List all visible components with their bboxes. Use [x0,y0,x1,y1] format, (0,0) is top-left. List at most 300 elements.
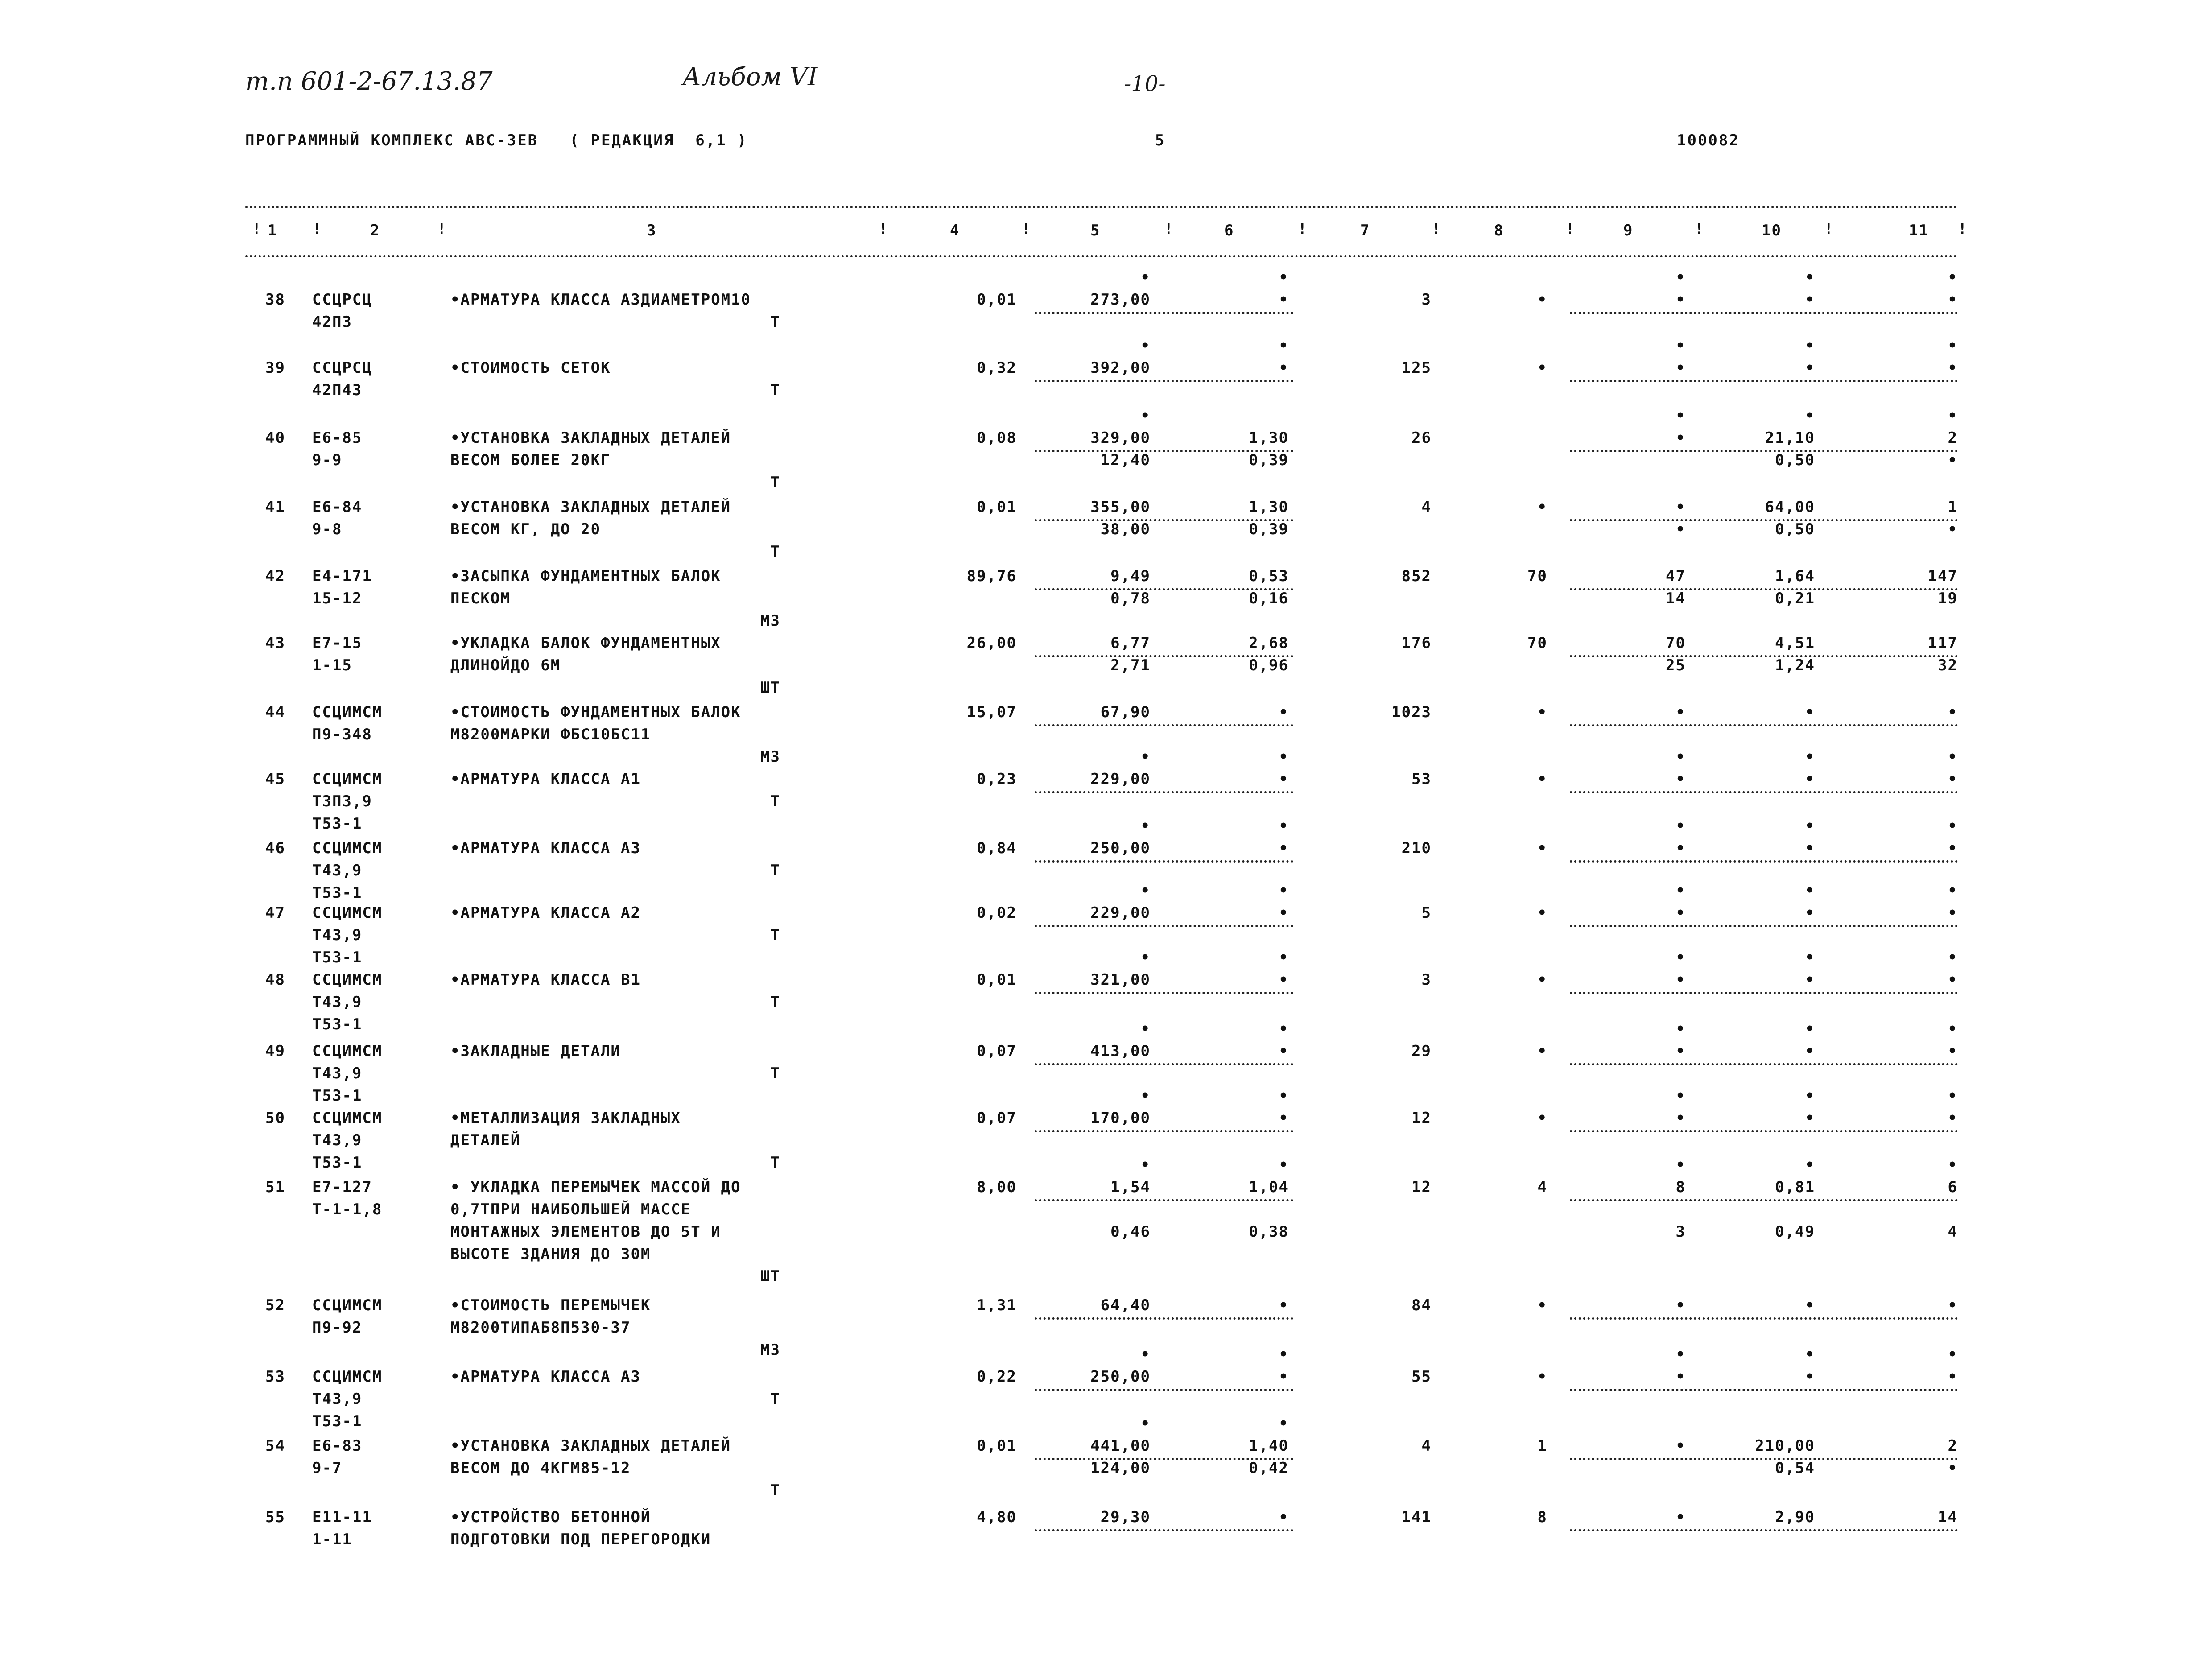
value-col-11: • [1948,817,1958,835]
unit-cost: 273,00 [1090,291,1151,309]
value-col-9: • [1676,1042,1686,1060]
value-col-11: 4 [1948,1223,1958,1241]
unit-cost: 321,00 [1090,971,1151,989]
unit-cost: 12,40 [1100,451,1151,469]
quantity: 0,02 [977,904,1017,922]
wage-value: • [1537,1042,1548,1060]
quantity: 0,84 [977,839,1017,857]
row-number: 53 [265,1368,285,1386]
row-number: 40 [265,429,285,447]
document-code: т.п 601-2-67.13.87 [245,67,493,96]
value-col-10: 1,64 [1775,567,1815,585]
column-separator: ! [1958,220,1967,238]
quantity: 0,08 [977,429,1017,447]
value-col-11: • [1948,1345,1958,1363]
column-header-10: 10 [1762,222,1782,239]
value-rule [1035,1317,1293,1320]
value-col-11: 2 [1948,429,1958,447]
value-col-10: 4,51 [1775,634,1815,652]
unit-of-measure: Т [770,1482,780,1499]
work-description: ПЕСКОМ [450,590,511,607]
resource-code: Т-1-1,8 [312,1201,383,1218]
value-col-9: • [1676,407,1686,425]
value-col-11: 6 [1948,1178,1958,1196]
labor-cost: 1,30 [1249,429,1289,447]
labor-cost: • [1279,1345,1289,1363]
resource-code: 15-12 [312,590,363,607]
work-description: ВЕСОМ БОЛЕЕ 20КГ [450,451,611,469]
resource-code: Т43,9 [312,926,363,944]
resource-code: ССЦРСЦ [312,359,372,377]
value-col-11: • [1948,1087,1958,1105]
unit-cost: • [1140,1156,1151,1174]
value-col-9: • [1676,1345,1686,1363]
value-col-10: • [1805,268,1815,286]
labor-cost: 0,53 [1249,567,1289,585]
labor-cost: • [1279,1109,1289,1127]
column-separator: ! [1432,220,1441,238]
work-description: ВЕСОМ ДО 4КГМ85-12 [450,1459,631,1477]
column-header-4: 4 [950,222,960,239]
resource-code: ССЦИМСМ [312,1109,383,1127]
unit-cost: 124,00 [1090,1459,1151,1477]
work-description: •АРМАТУРА КЛАССА А1 [450,770,641,788]
value-rule [1035,925,1293,927]
value-col-11: • [1948,1042,1958,1060]
row-number: 45 [265,770,285,788]
value-col-9: 25 [1666,656,1686,674]
value-col-11: 2 [1948,1437,1958,1455]
row-number: 49 [265,1042,285,1060]
row-number: 54 [265,1437,285,1455]
unit-cost: • [1140,1415,1151,1432]
total-cost: 3 [1421,971,1432,989]
resource-code: Е11-11 [312,1508,372,1526]
unit-cost: 38,00 [1100,520,1151,538]
wage-value: 4 [1537,1178,1548,1196]
labor-cost: • [1279,1156,1289,1174]
work-description: •АРМАТУРА КЛАССА АЗДИАМЕТРОМ10 [450,291,751,309]
unit-of-measure: Т [770,1390,780,1408]
total-cost: 12 [1411,1109,1432,1127]
album-label: Альбом VI [682,62,818,91]
unit-cost: • [1140,949,1151,966]
value-col-11: • [1948,268,1958,286]
total-cost: 29 [1411,1042,1432,1060]
unit-cost: • [1140,817,1151,835]
resource-code: Т53-1 [312,1015,363,1033]
value-col-9: 14 [1666,590,1686,607]
column-header-2: 2 [370,222,380,239]
work-description: •СТОИМОСТЬ ПЕРЕМЫЧЕК [450,1296,651,1314]
value-col-11: 147 [1927,567,1958,585]
row-number: 48 [265,971,285,989]
value-col-9: 3 [1676,1223,1686,1241]
value-rule [1570,1458,1958,1460]
value-col-11: • [1948,1296,1958,1314]
wage-value: • [1537,971,1548,989]
unit-cost: 67,90 [1100,703,1151,721]
work-description: •УСТРОЙСТВО БЕТОННОЙ [450,1508,651,1526]
value-col-10: • [1805,882,1815,900]
column-separator: ! [1824,220,1833,238]
labor-cost: 0,96 [1249,656,1289,674]
unit-cost: 29,30 [1100,1508,1151,1526]
value-col-9: 70 [1666,634,1686,652]
value-rule [1035,655,1293,657]
unit-cost: 329,00 [1090,429,1151,447]
value-col-9: • [1676,770,1686,788]
quantity: 0,07 [977,1042,1017,1060]
quantity: 89,76 [966,567,1017,585]
unit-cost: 0,46 [1110,1223,1151,1241]
program-title: ПРОГРАММНЫЙ КОМПЛЕКС АВС-ЗЕВ ( РЕДАКЦИЯ 6,1 ) [245,132,748,149]
labor-cost: • [1279,748,1289,766]
row-number: 43 [265,634,285,652]
resource-code: Т43,9 [312,862,363,879]
total-cost: 4 [1421,1437,1432,1455]
labor-cost: • [1279,1020,1289,1038]
labor-cost: • [1279,359,1289,377]
value-col-10: • [1805,703,1815,721]
total-cost: 4 [1421,498,1432,516]
value-rule [1570,588,1958,590]
value-col-9: • [1676,971,1686,989]
value-col-10: • [1805,1042,1815,1060]
unit-cost: 413,00 [1090,1042,1151,1060]
row-number: 50 [265,1109,285,1127]
value-col-10: 0,50 [1775,451,1815,469]
value-rule [1570,312,1958,314]
value-rule [1570,1389,1958,1391]
value-col-9: • [1676,1508,1686,1526]
labor-cost: • [1279,1296,1289,1314]
value-col-9: • [1676,748,1686,766]
labor-cost: • [1279,882,1289,900]
resource-code: ССЦИМСМ [312,971,383,989]
labor-cost: • [1279,291,1289,309]
quantity: 0,01 [977,498,1017,516]
column-header-5: 5 [1090,222,1101,239]
column-header-6: 6 [1224,222,1234,239]
unit-of-measure: Т [770,862,780,879]
value-rule [1570,860,1958,863]
value-rule [1570,1199,1958,1201]
value-rule [1570,1317,1958,1320]
value-col-10: 0,54 [1775,1459,1815,1477]
value-col-9: • [1676,1296,1686,1314]
resource-code: Т43,9 [312,1131,363,1149]
value-col-9: • [1676,1020,1686,1038]
value-col-9: • [1676,882,1686,900]
unit-cost: 229,00 [1090,770,1151,788]
wage-value: 1 [1537,1437,1548,1455]
value-col-9: • [1676,359,1686,377]
labor-cost: 0,38 [1249,1223,1289,1241]
resource-code: ССЦИМСМ [312,1042,383,1060]
resource-code: Т53-1 [312,1087,363,1105]
unit-cost: 441,00 [1090,1437,1151,1455]
row-number: 38 [265,291,285,309]
resource-code: 42П43 [312,381,363,399]
unit-of-measure: Т [770,1065,780,1082]
resource-code: 1-15 [312,656,352,674]
wage-value: • [1537,904,1548,922]
unit-cost: 392,00 [1090,359,1151,377]
value-col-11: • [1948,337,1958,355]
wage-value: • [1537,1109,1548,1127]
quantity: 0,01 [977,971,1017,989]
unit-cost: • [1140,748,1151,766]
resource-code: Т43,9 [312,993,363,1011]
resource-code: Е6-83 [312,1437,363,1455]
value-col-10: • [1805,407,1815,425]
labor-cost: • [1279,1042,1289,1060]
total-cost: 12 [1411,1178,1432,1196]
wage-value: 8 [1537,1508,1548,1526]
resource-code: 1-11 [312,1531,352,1548]
value-col-9: • [1676,949,1686,966]
value-col-10: 64,00 [1765,498,1815,516]
value-col-9: • [1676,1368,1686,1386]
resource-code: ССЦИМСМ [312,839,383,857]
value-col-10: • [1805,817,1815,835]
resource-code: П9-348 [312,726,372,743]
work-description: •АРМАТУРА КЛАССА А2 [450,904,641,922]
value-rule [1035,860,1293,863]
labor-cost: 1,04 [1249,1178,1289,1196]
value-rule [1035,791,1293,793]
value-col-9: • [1676,703,1686,721]
unit-of-measure: Т [770,1154,780,1172]
value-col-11: • [1948,1020,1958,1038]
labor-cost: 0,39 [1249,520,1289,538]
column-header-3: 3 [647,222,657,239]
quantity: 26,00 [966,634,1017,652]
column-separator: ! [1164,220,1173,238]
value-col-11: • [1948,359,1958,377]
work-description: •АРМАТУРА КЛАССА А3 [450,1368,641,1386]
value-col-9: • [1676,520,1686,538]
unit-cost: • [1140,1345,1151,1363]
work-description: •УСТАНОВКА ЗАКЛАДНЫХ ДЕТАЛЕЙ [450,498,731,516]
header-top-rule [245,206,1958,208]
value-rule [1570,925,1958,927]
unit-of-measure: Т [770,313,780,331]
total-cost: 55 [1411,1368,1432,1386]
resource-code: Т3П3,9 [312,792,372,810]
resource-code: ССЦРСЦ [312,291,372,309]
value-rule [1570,450,1958,452]
value-col-10: • [1805,904,1815,922]
wage-value: 70 [1527,567,1548,585]
resource-code: 9-7 [312,1459,343,1477]
unit-cost: • [1140,1087,1151,1105]
work-description: •ЗАСЫПКА ФУНДАМЕНТНЫХ БАЛОК [450,567,721,585]
value-col-10: • [1805,359,1815,377]
row-number: 47 [265,904,285,922]
quantity: 0,01 [977,291,1017,309]
unit-of-measure: М3 [760,612,780,630]
labor-cost: 0,16 [1249,590,1289,607]
row-number: 51 [265,1178,285,1196]
wage-value: • [1537,498,1548,516]
value-col-9: • [1676,904,1686,922]
wage-value: • [1537,770,1548,788]
labor-cost: 0,39 [1249,451,1289,469]
column-separator: ! [312,220,322,238]
value-col-9: 47 [1666,567,1686,585]
unit-cost: 250,00 [1090,839,1151,857]
quantity: 0,23 [977,770,1017,788]
resource-code: ССЦИМСМ [312,1368,383,1386]
resource-code: 9-8 [312,520,343,538]
labor-cost: • [1279,703,1289,721]
unit-cost: • [1140,337,1151,355]
value-col-11: 117 [1927,634,1958,652]
value-col-10: 2,90 [1775,1508,1815,1526]
column-separator: ! [252,220,261,238]
total-cost: 852 [1401,567,1432,585]
value-col-11: • [1948,407,1958,425]
unit-cost: 250,00 [1090,1368,1151,1386]
row-number: 44 [265,703,285,721]
unit-of-measure: ШТ [760,1267,780,1285]
value-col-10: 1,24 [1775,656,1815,674]
value-col-10: 0,21 [1775,590,1815,607]
resource-code: Т53-1 [312,884,363,902]
labor-cost: • [1279,839,1289,857]
total-cost: 176 [1401,634,1432,652]
work-description: ПОДГОТОВКИ ПОД ПЕРЕГОРОДКИ [450,1531,711,1548]
value-col-11: • [1948,451,1958,469]
row-number: 52 [265,1296,285,1314]
value-rule [1570,519,1958,521]
unit-of-measure: Т [770,792,780,810]
value-col-10: 0,49 [1775,1223,1815,1241]
unit-cost: • [1140,1020,1151,1038]
column-header-7: 7 [1360,222,1370,239]
unit-cost: 1,54 [1110,1178,1151,1196]
value-col-10: • [1805,839,1815,857]
unit-cost: 229,00 [1090,904,1151,922]
header-bottom-rule [245,255,1958,257]
labor-cost: • [1279,1508,1289,1526]
value-col-10: • [1805,1156,1815,1174]
total-cost: 125 [1401,359,1432,377]
value-col-11: • [1948,904,1958,922]
value-rule [1035,588,1293,590]
value-rule [1035,1389,1293,1391]
value-col-10: • [1805,1296,1815,1314]
value-col-11: • [1948,770,1958,788]
row-number: 39 [265,359,285,377]
value-col-9: 8 [1676,1178,1686,1196]
value-col-9: • [1676,1109,1686,1127]
column-separator: ! [437,220,446,238]
value-rule [1035,1063,1293,1065]
quantity: 1,31 [977,1296,1017,1314]
work-description: •СТОИМОСТЬ СЕТОК [450,359,611,377]
value-rule [1570,655,1958,657]
work-description: •МЕТАЛЛИЗАЦИЯ ЗАКЛАДНЫХ [450,1109,681,1127]
value-col-11: • [1948,1368,1958,1386]
value-col-11: • [1948,703,1958,721]
labor-cost: • [1279,1368,1289,1386]
value-col-10: • [1805,1345,1815,1363]
total-cost: 3 [1421,291,1432,309]
labor-cost: • [1279,817,1289,835]
work-description: 0,7ТПРИ НАИБОЛЬШЕЙ МАССЕ [450,1201,691,1218]
unit-of-measure: Т [770,381,780,399]
value-rule [1570,380,1958,382]
work-description: •УКЛАДКА БАЛОК ФУНДАМЕНТНЫХ [450,634,721,652]
column-header-8: 8 [1494,222,1504,239]
value-col-10: • [1805,291,1815,309]
value-col-9: • [1676,337,1686,355]
value-rule [1035,1130,1293,1132]
unit-of-measure: Т [770,926,780,944]
value-rule [1035,312,1293,314]
labor-cost: • [1279,949,1289,966]
value-col-9: • [1676,1437,1686,1455]
value-rule [1035,992,1293,994]
unit-of-measure: М3 [760,748,780,766]
unit-cost: 2,71 [1110,656,1151,674]
unit-cost: 64,40 [1100,1296,1151,1314]
value-col-10: • [1805,748,1815,766]
resource-code: 9-9 [312,451,343,469]
work-description: М8200ТИПАБ8П530-37 [450,1319,631,1337]
work-description: •УСТАНОВКА ЗАКЛАДНЫХ ДЕТАЛЕЙ [450,429,731,447]
quantity: 8,00 [977,1178,1017,1196]
work-description: ДЛИНОЙДО 6М [450,656,561,674]
value-col-9: • [1676,839,1686,857]
work-description: •СТОИМОСТЬ ФУНДАМЕНТНЫХ БАЛОК [450,703,741,721]
work-description: • УКЛАДКА ПЕРЕМЫЧЕК МАССОЙ ДО [450,1178,741,1196]
labor-cost: • [1279,971,1289,989]
work-description: М8200МАРКИ ФБС10БС11 [450,726,651,743]
resource-code: Е4-171 [312,567,372,585]
value-col-10: 210,00 [1755,1437,1815,1455]
resource-code: Т53-1 [312,1412,363,1430]
value-col-11: 14 [1938,1508,1958,1526]
unit-of-measure: М3 [760,1341,780,1359]
total-cost: 84 [1411,1296,1432,1314]
labor-cost: • [1279,1087,1289,1105]
wage-value: • [1537,839,1548,857]
resource-code: ССЦИМСМ [312,703,383,721]
value-col-10: • [1805,770,1815,788]
work-description: ВЫСОТЕ ЗДАНИЯ ДО 30М [450,1245,651,1263]
resource-code: Т43,9 [312,1390,363,1408]
value-col-11: • [1948,971,1958,989]
value-rule [1035,519,1293,521]
resource-code: Т43,9 [312,1065,363,1082]
work-description: ДЕТАЛЕЙ [450,1131,521,1149]
value-col-9: • [1676,291,1686,309]
value-col-11: • [1948,1109,1958,1127]
quantity: 0,01 [977,1437,1017,1455]
column-header-1: 1 [268,222,278,239]
resource-code: П9-92 [312,1319,363,1337]
value-col-10: • [1805,1109,1815,1127]
value-col-10: • [1805,1368,1815,1386]
value-col-10: • [1805,337,1815,355]
work-description: •УСТАНОВКА ЗАКЛАДНЫХ ДЕТАЛЕЙ [450,1437,731,1455]
column-separator: ! [1298,220,1307,238]
value-col-10: • [1805,971,1815,989]
